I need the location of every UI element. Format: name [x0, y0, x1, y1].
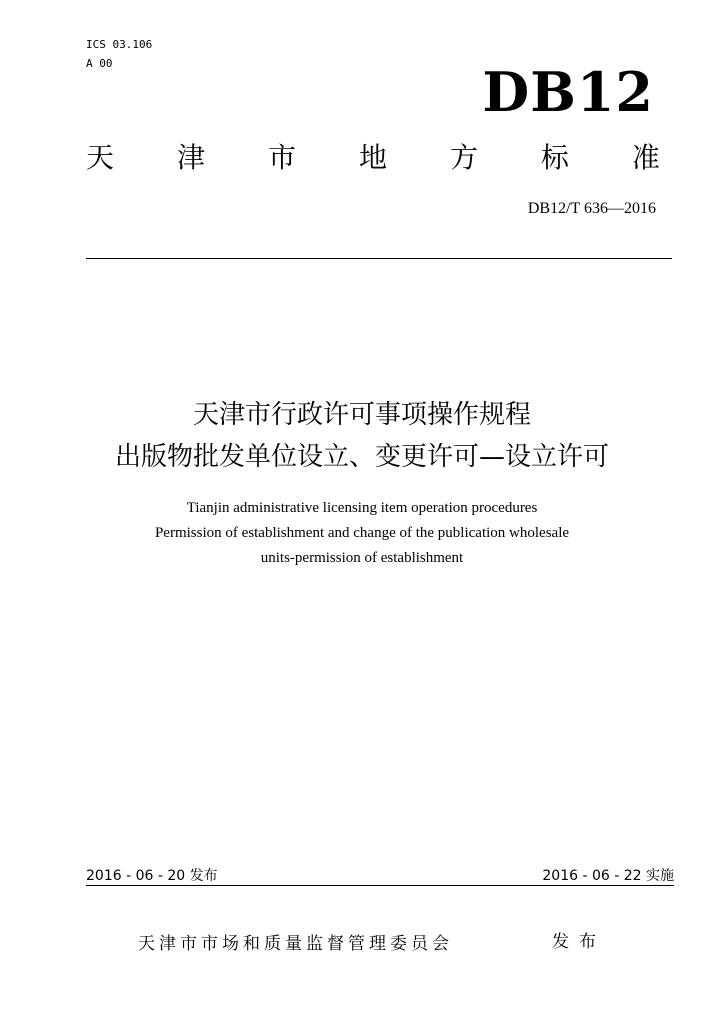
english-title-line-3: units-permission of establishment: [260, 550, 464, 566]
standard-type-char: 津: [176, 141, 205, 174]
header-divider: [86, 258, 672, 259]
standard-type-char: 标: [540, 141, 569, 174]
standard-number: DB12/T 636—2016: [527, 200, 656, 217]
chinese-title-line-1: 天津市行政许可事项操作规程: [192, 400, 531, 430]
chinese-title-line-2: 出版物批发单位设立、变更许可—设立许可: [114, 442, 609, 472]
db-mark: DB12: [482, 60, 654, 124]
ccs-code: A 00: [86, 57, 113, 70]
chinese-title: [0, 394, 724, 478]
standard-type-heading: [86, 140, 660, 176]
footer-divider: [86, 885, 674, 886]
issue-label: 发布: [552, 932, 606, 952]
english-title-line-1: Tianjin administrative licensing item operation procedures: [186, 500, 538, 516]
english-title: [0, 496, 724, 571]
ics-code: ICS 03.106: [86, 38, 153, 51]
standard-type-char: 市: [267, 141, 296, 174]
standard-type-char: 准: [631, 141, 660, 174]
standard-type-char: 方: [449, 141, 478, 174]
standard-type-char: 地: [358, 141, 387, 174]
standard-type-char: 天: [86, 141, 115, 174]
issuing-authority: 天津市市场和质量监督管理委员会: [138, 934, 453, 954]
issue-date: 2016 - 06 - 20 发布: [86, 868, 218, 884]
english-title-line-2: Permission of establishment and change of the publication wholesale: [154, 525, 570, 541]
implementation-date: 2016 - 06 - 22 实施: [542, 868, 674, 884]
